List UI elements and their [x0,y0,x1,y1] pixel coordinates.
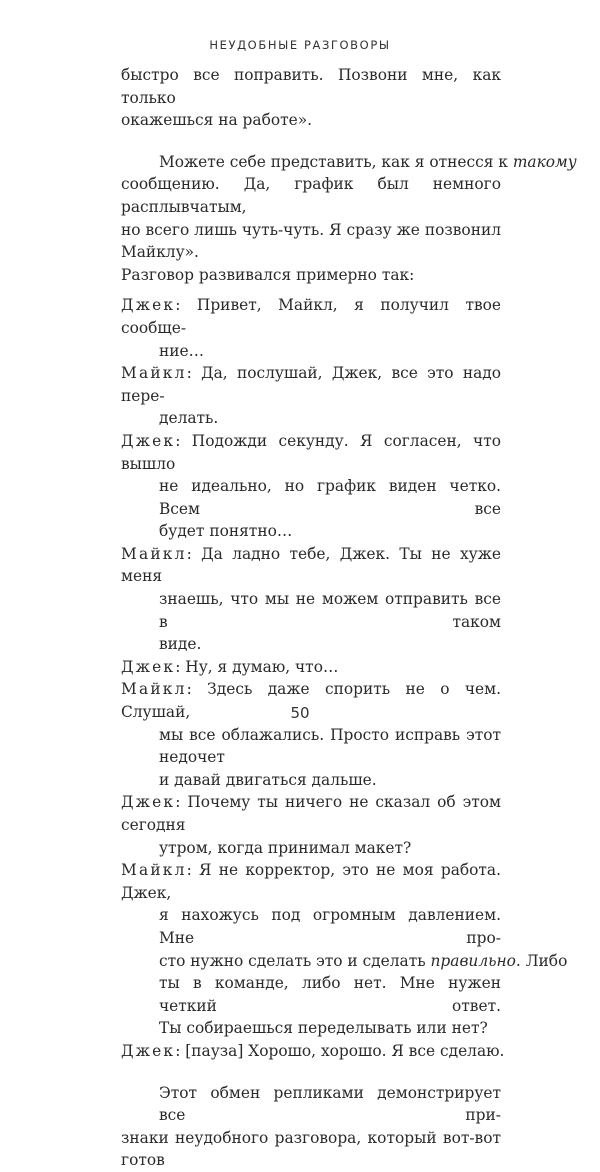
dialogue-line [121,859,501,904]
speaker-separator: : [175,793,188,812]
dialogue-text: Привет, Майкл, я получил твое сообще- [121,296,501,337]
paragraph-line: окажешься на работе». [121,111,313,130]
dialogue-line [121,543,501,588]
running-header: НЕУДОБНЫЕ РАЗГОВОРЫ [209,38,391,52]
paragraph-line: знаки неудобного разговора, который вот-вот готов [121,1128,501,1170]
speaker-separator: : [175,1041,186,1060]
speaker-separator: : [175,657,186,676]
dialogue-line: утром, когда принимал макет? [159,838,412,857]
speaker-separator: : [186,861,200,880]
speaker-name: Джек [121,296,176,315]
paragraph-line: но всего лишь чуть-чуть. Я сразу же позвонил Майклу». [121,220,501,262]
dialogue-text: Почему ты ничего не сказал об этом сегодня [121,793,501,834]
dialogue-text: [пауза] Хорошо, хорошо. Я все сделаю. [185,1041,505,1060]
dialogue-line [121,1040,505,1063]
paragraph-line: быстро все поправить. Позвони мне, как только [121,66,501,107]
dialogue-text: сто нужно сделать это и сделать [159,951,431,970]
page-number: 50 [290,704,310,722]
dialogue-line [121,294,501,339]
dialogue-line: ты в команде, либо нет. Мне нужен четкий ответ. [159,974,501,1015]
speaker-name: Джек [121,793,176,812]
speaker-name: Майкл [121,680,187,699]
emphasis-text: такому [512,152,577,171]
speaker-name: Майкл [121,544,187,563]
dialogue-text: . Либо [515,951,568,970]
dialogue-line: делать. [159,409,219,428]
paragraph-text: Можете себе представить, как я отнесся к [159,152,513,171]
dialogue-text: Да ладно тебе, Джек. Ты не хуже меня [121,544,501,586]
paragraph-line [121,151,577,174]
paragraph-line: сообщению. Да, график был немного расплывчатым, [121,175,501,216]
dialogue-line [121,791,501,836]
dialogue-text: Ну, я думаю, что… [185,657,339,676]
dialogue-text: Я не корректор, это не моя работа. Джек, [121,861,501,902]
dialogue-text: Подожди секунду. Я согласен, что вышло [121,431,501,473]
paragraph-line: Этот обмен репликами демонстрирует все при- [159,1083,501,1125]
dialogue-line: знаешь, что мы не можем отправить все в таком [159,590,501,631]
dialogue-line: не идеально, но график виден четко. Всем все [159,477,501,518]
speaker-name: Джек [121,1041,176,1060]
emphasis-text: правильно [430,951,516,970]
dialogue-text: Здесь даже спорить не о чем. Слушай, [121,680,502,722]
body-text [121,64,577,1172]
speaker-name: Майкл [121,861,187,880]
speaker-separator: : [186,680,208,699]
dialogue-line [121,362,501,407]
speaker-separator: : [175,296,197,315]
speaker-separator: : [175,431,192,450]
dialogue-line [121,430,501,475]
dialogue-line: и давай двигаться дальше. [159,770,377,789]
dialogue-line [121,656,501,679]
dialogue-line: мы все облажались. Просто исправь этот недочет [159,725,501,767]
dialogue-line: Ты собираешься переделывать или нет? [159,1019,488,1038]
dialogue-line: я нахожусь под огромным давлением. Мне про- [159,906,501,947]
speaker-name: Джек [121,657,176,676]
speaker-name: Джек [121,431,176,450]
dialogue-line: будет понятно… [159,522,293,541]
dialogue-text: Да, послушай, Джек, все это надо пере- [121,364,501,405]
dialogue-line: ние… [159,341,205,360]
speaker-separator: : [186,544,202,563]
paragraph-line: Разговор развивался примерно так: [121,265,415,284]
speaker-separator: : [186,364,202,383]
dialogue-line: виде. [159,635,202,654]
dialogue-line [121,950,568,973]
speaker-name: Майкл [121,364,187,383]
